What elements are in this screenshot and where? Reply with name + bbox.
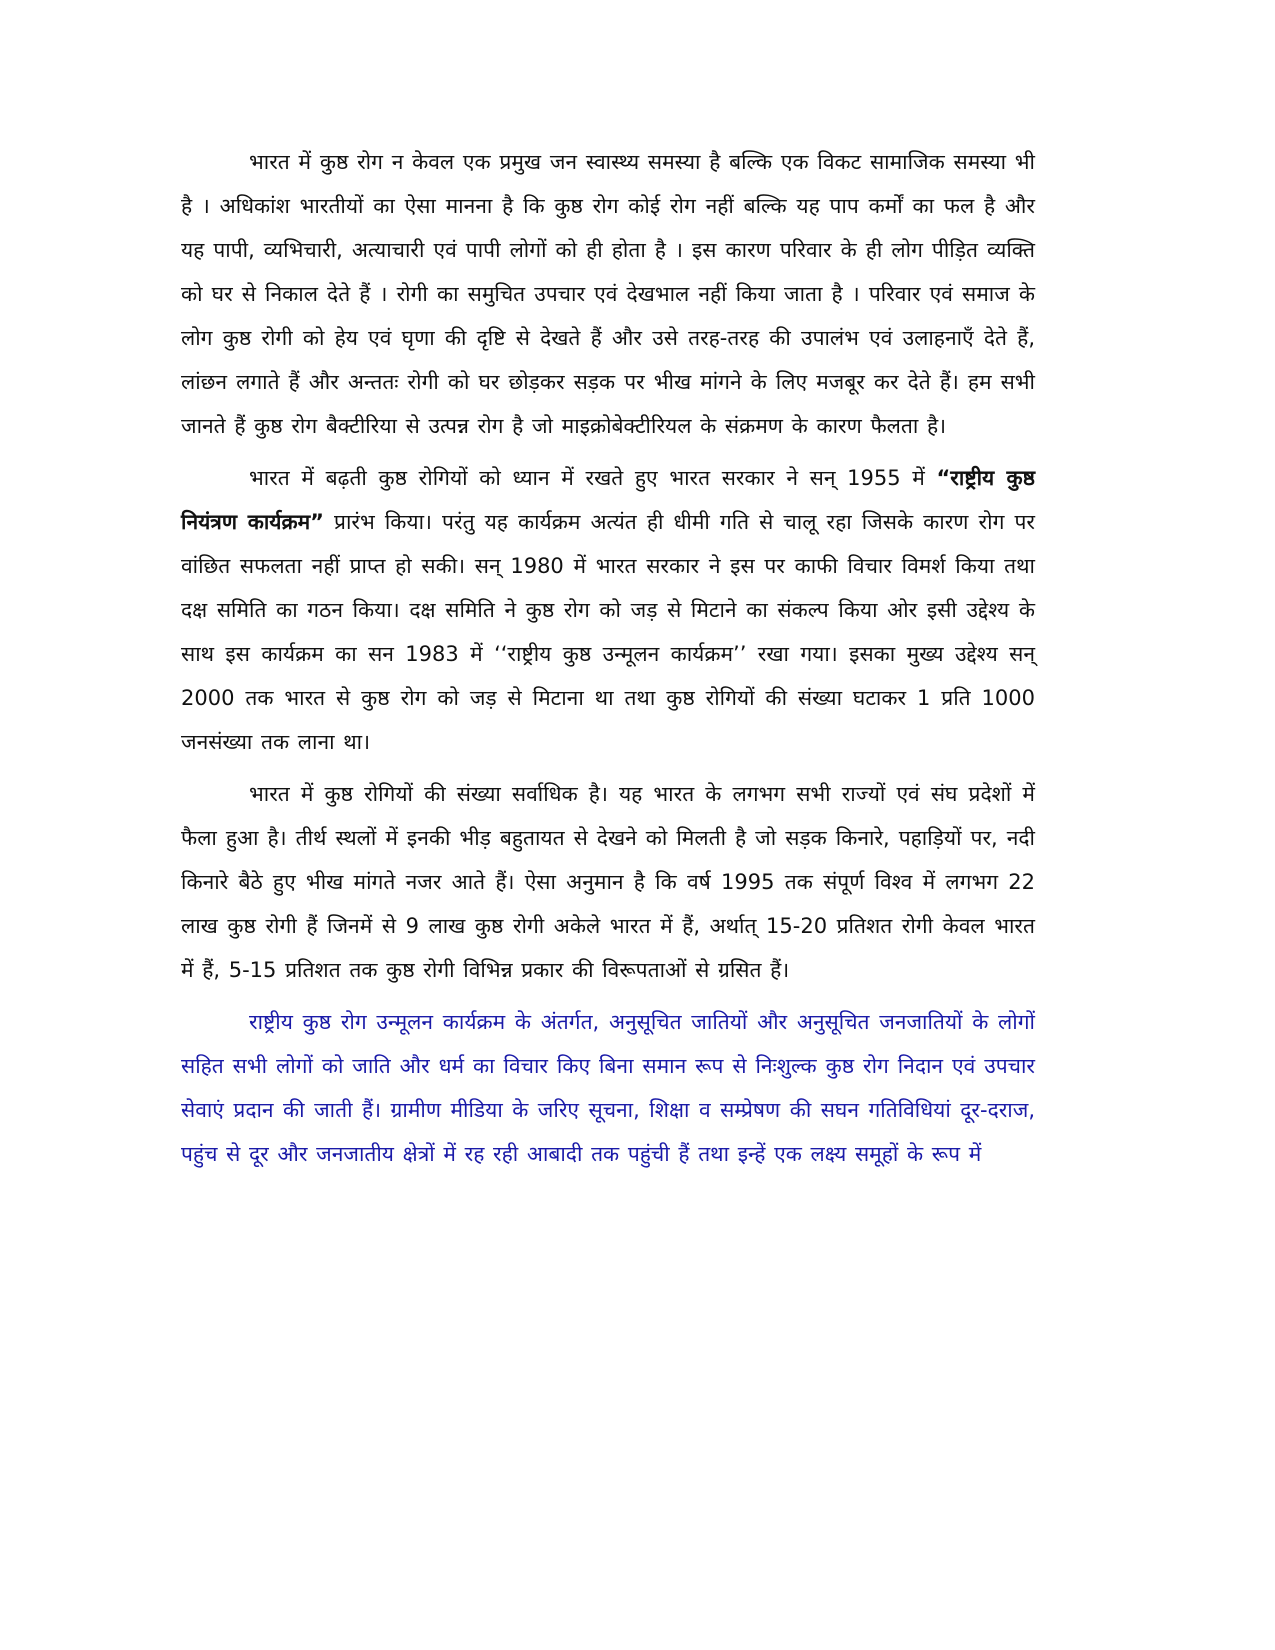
paragraph-leprosy-statistics: भारत में कुष्ठ रोगियों की संख्या सर्वाधिक है। यह भारत के लगभग सभी राज्यों एवं संघ प्रदेशों में फैला हुआ है। तीर्थ स्थलों में इनकी भीड़ बहुतायत से देखने को मिलती है जो सड़क किनारे, पहाड़ियों पर, नदी किनारे बैठे हुए भीख मांगते नजर आते हैं। ऐसा अनुमान है कि वर्ष 1995 तक संपूर्ण विश्व में लगभग 22 लाख कुष्ठ रोगी हैं जिनमें से 9 लाख कुष्ठ रोगी अकेले भारत में हैं, अर्थात् 15-20 प्रतिशत रोगी केवल भारत में हैं, 5-15 प्रतिशत तक कुष्ठ रोगी विभिन्न प्रकार की विरूपताओं से ग्रसित हैं। (181, 782, 1035, 982)
document-body (181, 140, 1035, 1184)
paragraph-text-before: भारत में बढ़ती कुष्ठ रोगियों को ध्यान में रखते हुए भारत सरकार ने सन् 1955 में (249, 466, 937, 490)
paragraph-text-after: प्रारंभ किया। परंतु यह कार्यक्रम अत्यंत ही धीमी गति से चालू रहा जिसके कारण रोग पर वांछित सफलता नहीं प्राप्त हो सकी। सन् 1980 में भारत सरकार ने इस पर काफी विचार विमर्श किया तथा दक्ष समिति का गठन किया। दक्ष समिति ने कुष्ठ रोग को जड़ से मिटाने का संकल्प किया ओर इसी उद्देश्य के साथ इस कार्यक्रम का सन 1983 में ‘‘राष्ट्रीय कुष्ठ उन्मूलन कार्यक्रम’’ रखा गया। इसका मुख्य उद्देश्य सन् 2000 तक भारत से कुष्ठ रोग को जड़ से मिटाना था तथा कुष्ठ रोगियों की संख्या घटाकर 1 प्रति 1000 जनसंख्या तक लाना था। (181, 510, 1035, 754)
programme-name-bold: “राष्ट्रीय कुष्ठ नियंत्रण कार्यक्रम” (181, 466, 1035, 534)
paragraph-eradication-services: राष्ट्रीय कुष्ठ रोग उन्मूलन कार्यक्रम के अंतर्गत, अनुसूचित जातियों और अनुसूचित जनजातियों के लोगों सहित सभी लोगों को जाति और धर्म का विचार किए बिना समान रूप से निःशुल्क कुष्ठ रोग निदान एवं उपचार सेवाएं प्रदान की जाती हैं। ग्रामीण मीडिया के जरिए सूचना, शिक्षा व सम्प्रेषण की सघन गतिविधियां दूर-दराज, पहुंच से दूर और जनजातीय क्षेत्रों में रह रही आबादी तक पहुंची हैं तथा इन्हें एक लक्ष्य समूहों के रूप में (181, 1010, 1035, 1166)
paragraph-leprosy-social-problem: भारत में कुष्ठ रोग न केवल एक प्रमुख जन स्वास्थ्य समस्या है बल्कि एक विकट सामाजिक समस्या भी है । अधिकांश भारतीयों का ऐसा मानना है कि कुष्ठ रोग कोई रोग नहीं बल्कि यह पाप कर्मों का फल है और यह पापी, व्यभिचारी, अत्याचारी एवं पापी लोगों को ही होता है । इस कारण परिवार के ही लोग पीड़ित व्यक्ति को घर से निकाल देते हैं । रोगी का समुचित उपचार एवं देखभाल नहीं किया जाता है । परिवार एवं समाज के लोग कुष्ठ रोगी को हेय एवं घृणा की दृष्टि से देखते हैं और उसे तरह-तरह की उपालंभ एवं उलाहनाएँ देते हैं, लांछन लगाते हैं और अन्ततः रोगी को घर छोड़कर सड़क पर भीख मांगने के लिए मजबूर कर देते हैं। हम सभी जानते हैं कुष्ठ रोग बैक्टीरिया से उत्पन्न रोग है जो माइक्रोबेक्टीरियल के संक्रमण के कारण फैलता है। (181, 150, 1035, 438)
paragraph-national-programme-history (181, 456, 1035, 764)
